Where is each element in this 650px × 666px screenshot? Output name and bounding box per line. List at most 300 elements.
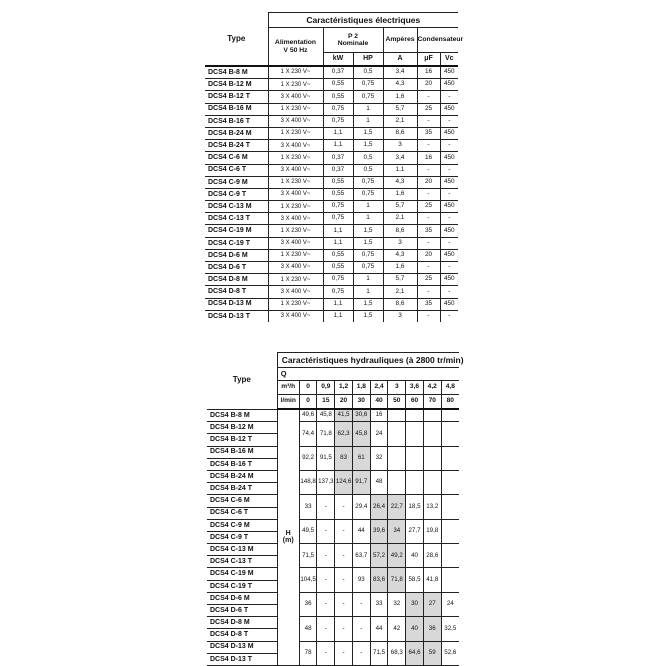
electrical-row xyxy=(205,262,458,274)
alimentation-cell: 1 X 230 V~ xyxy=(268,103,323,115)
electrical-row xyxy=(205,66,458,79)
vc-cell: - xyxy=(440,286,458,298)
head-value-cell: 19,8 xyxy=(423,519,441,543)
m3h-value-cell: 1,8 xyxy=(352,381,370,395)
h-unit-cell xyxy=(277,409,299,665)
uf-cell: 25 xyxy=(417,201,440,213)
vc-cell: 450 xyxy=(440,79,458,91)
amperes-cell: 3,4 xyxy=(383,152,417,164)
hydraulic-row xyxy=(207,641,459,653)
uf-header: μF xyxy=(417,53,440,67)
vc-cell: 450 xyxy=(440,66,458,79)
head-value-cell: 13,2 xyxy=(423,495,441,519)
head-value-cell: 32 xyxy=(370,446,388,470)
m3h-value-cell: 0,9 xyxy=(317,381,335,395)
kw-cell: 0,75 xyxy=(323,213,353,225)
m3h-value-cell: 3,6 xyxy=(406,381,424,395)
alimentation-cell: 1 X 230 V~ xyxy=(268,201,323,213)
hp-cell: 0,75 xyxy=(353,79,383,91)
type-cell: DCS4 B-8 M xyxy=(205,66,268,79)
type-cell: DCS4 C-9 T xyxy=(207,531,277,543)
hp-cell: 1 xyxy=(353,115,383,127)
head-value-cell: 32 xyxy=(388,592,406,616)
head-value-cell: 57,2 xyxy=(370,544,388,568)
head-value-cell: 71,5 xyxy=(299,544,317,568)
type-cell: DCS4 C-13 T xyxy=(207,556,277,568)
head-value-cell: 34 xyxy=(388,519,406,543)
vc-cell: 450 xyxy=(440,249,458,261)
electrical-row xyxy=(205,225,458,237)
hp-cell: 0,75 xyxy=(353,91,383,103)
alimentation-cell: 1 X 230 V~ xyxy=(268,127,323,139)
head-value-cell: - xyxy=(317,519,335,543)
hp-cell: 1,5 xyxy=(353,127,383,139)
type-cell: DCS4 D-8 M xyxy=(205,274,268,286)
hp-cell: 1,5 xyxy=(353,140,383,152)
head-value-cell: 71,8 xyxy=(317,422,335,446)
hp-header: HP xyxy=(353,53,383,67)
head-value-cell: 58,5 xyxy=(406,568,424,592)
electrical-row xyxy=(205,237,458,249)
head-value-cell xyxy=(423,470,441,494)
type-cell: DCS4 B-16 M xyxy=(205,103,268,115)
head-value-cell xyxy=(406,446,424,470)
amperes-cell: 5,7 xyxy=(383,103,417,115)
condensateur-header: Condensateur xyxy=(417,28,458,53)
head-value-cell: - xyxy=(352,592,370,616)
type-cell: DCS4 B-24 T xyxy=(207,483,277,495)
amperes-cell: 8,6 xyxy=(383,225,417,237)
head-value-cell: 71,5 xyxy=(370,641,388,665)
head-value-cell: 33 xyxy=(370,592,388,616)
hydraulic-table-title: Caractéristiques hydrauliques (à 2800 tr/min) xyxy=(277,353,459,368)
hp-cell: 0,75 xyxy=(353,249,383,261)
head-value-cell: - xyxy=(335,568,353,592)
amperes-cell: 5,7 xyxy=(383,201,417,213)
amperes-cell: 4,3 xyxy=(383,249,417,261)
electrical-row xyxy=(205,286,458,298)
alimentation-cell: 1 X 230 V~ xyxy=(268,274,323,286)
kw-cell: 0,37 xyxy=(323,152,353,164)
type-cell: DCS4 D-8 T xyxy=(205,286,268,298)
type-cell: DCS4 B-24 T xyxy=(205,140,268,152)
alimentation-cell: 3 X 400 V~ xyxy=(268,115,323,127)
m3h-value-cell: 4,2 xyxy=(423,381,441,395)
p2-header-line1: P 2 xyxy=(347,32,359,40)
vc-cell: - xyxy=(440,188,458,200)
hp-cell: 1,5 xyxy=(353,298,383,310)
vc-cell: 450 xyxy=(440,225,458,237)
kw-cell: 0,55 xyxy=(323,79,353,91)
type-cell: DCS4 C-19 T xyxy=(207,580,277,592)
amperes-cell: 4,3 xyxy=(383,79,417,91)
vc-cell: 450 xyxy=(440,103,458,115)
hp-cell: 0,5 xyxy=(353,152,383,164)
m3h-value-cell: 4,8 xyxy=(441,381,459,395)
lmin-value-cell: 80 xyxy=(441,395,459,410)
head-value-cell xyxy=(423,422,441,446)
amperes-header: Ampères xyxy=(383,28,417,53)
vc-cell: 450 xyxy=(440,274,458,286)
head-value-cell: - xyxy=(317,641,335,665)
hydraulic-table xyxy=(207,352,464,666)
head-value-cell: 93 xyxy=(352,568,370,592)
amperes-cell: 1,6 xyxy=(383,262,417,274)
kw-cell: 0,55 xyxy=(323,176,353,188)
hydraulic-row xyxy=(207,446,459,458)
head-value-cell xyxy=(441,568,459,592)
type-cell: DCS4 B-16 M xyxy=(207,446,277,458)
electrical-row xyxy=(205,298,458,310)
m3h-value-cell: 2,4 xyxy=(370,381,388,395)
alimentation-header-line1: Alimentation xyxy=(274,39,317,47)
head-value-cell: 91,5 xyxy=(317,446,335,470)
hp-cell: 0,75 xyxy=(353,176,383,188)
vc-cell: 450 xyxy=(440,152,458,164)
vc-cell: - xyxy=(440,91,458,103)
alimentation-header xyxy=(268,28,323,67)
amperes-cell: 3 xyxy=(383,140,417,152)
electrical-row xyxy=(205,201,458,213)
head-value-cell: - xyxy=(317,495,335,519)
kw-header: kW xyxy=(323,53,353,67)
electrical-row xyxy=(205,188,458,200)
type-cell: DCS4 C-6 M xyxy=(205,152,268,164)
vc-cell: - xyxy=(440,115,458,127)
lmin-value-cell: 30 xyxy=(352,395,370,410)
amperes-cell: 1,6 xyxy=(383,188,417,200)
head-value-cell: 27,7 xyxy=(406,519,424,543)
head-value-cell: 39,6 xyxy=(370,519,388,543)
uf-cell: - xyxy=(417,91,440,103)
kw-cell: 0,75 xyxy=(323,201,353,213)
alimentation-cell: 1 X 230 V~ xyxy=(268,66,323,79)
kw-cell: 0,75 xyxy=(323,103,353,115)
vc-cell: 450 xyxy=(440,176,458,188)
kw-cell: 0,75 xyxy=(323,286,353,298)
p2-header-line2: Nominale xyxy=(337,40,369,47)
m3h-value-cell: 0 xyxy=(299,381,317,395)
amperes-cell: 2,1 xyxy=(383,213,417,225)
head-value-cell: 68,3 xyxy=(388,641,406,665)
lmin-label: l/min xyxy=(277,395,299,410)
hydraulic-row xyxy=(207,544,459,556)
kw-cell: 0,75 xyxy=(323,274,353,286)
type-cell: DCS4 C-6 M xyxy=(207,495,277,507)
type-cell: DCS4 D-13 M xyxy=(205,298,268,310)
head-value-cell: - xyxy=(335,641,353,665)
type-cell: DCS4 C-19 T xyxy=(205,237,268,249)
electrical-row xyxy=(205,140,458,152)
electrical-table xyxy=(205,12,464,322)
head-value-cell xyxy=(441,470,459,494)
head-value-cell xyxy=(388,409,406,422)
alimentation-cell: 1 X 230 V~ xyxy=(268,249,323,261)
uf-cell: 20 xyxy=(417,79,440,91)
head-value-cell: 36 xyxy=(299,592,317,616)
lmin-value-cell: 50 xyxy=(388,395,406,410)
type-cell: DCS4 C-9 T xyxy=(205,188,268,200)
type-cell: DCS4 B-12 T xyxy=(207,434,277,446)
alimentation-cell: 3 X 400 V~ xyxy=(268,237,323,249)
head-value-cell: 49,2 xyxy=(388,544,406,568)
type-cell: DCS4 D-6 M xyxy=(205,249,268,261)
alimentation-cell: 3 X 400 V~ xyxy=(268,286,323,298)
m3h-label: m³/h xyxy=(277,381,299,395)
uf-cell: 16 xyxy=(417,66,440,79)
kw-cell: 0,75 xyxy=(323,115,353,127)
electrical-title-row xyxy=(205,13,458,28)
head-value-cell: 44 xyxy=(370,617,388,641)
head-value-cell xyxy=(388,470,406,494)
head-value-cell: - xyxy=(317,592,335,616)
hydraulic-table-body xyxy=(207,409,459,665)
type-cell: DCS4 C-19 M xyxy=(207,568,277,580)
type-cell: DCS4 C-6 T xyxy=(207,507,277,519)
electrical-row xyxy=(205,274,458,286)
type-cell: DCS4 B-12 M xyxy=(205,79,268,91)
head-value-cell: 24 xyxy=(441,592,459,616)
hydraulic-row xyxy=(207,568,459,580)
amperes-cell: 4,3 xyxy=(383,176,417,188)
electrical-row xyxy=(205,213,458,225)
uf-cell: - xyxy=(417,286,440,298)
head-value-cell: - xyxy=(317,544,335,568)
type-cell: DCS4 B-24 M xyxy=(205,127,268,139)
kw-cell: 1,1 xyxy=(323,225,353,237)
type-cell: DCS4 C-13 T xyxy=(205,213,268,225)
uf-cell: 35 xyxy=(417,225,440,237)
head-value-cell: 78 xyxy=(299,641,317,665)
vc-cell: 450 xyxy=(440,201,458,213)
hp-cell: 1 xyxy=(353,286,383,298)
head-value-cell xyxy=(388,446,406,470)
type-cell: DCS4 B-8 M xyxy=(207,409,277,422)
vc-cell: - xyxy=(440,164,458,176)
head-value-cell: 61 xyxy=(352,446,370,470)
q-header: Q xyxy=(277,368,459,381)
type-cell: DCS4 C-13 M xyxy=(207,544,277,556)
hp-cell: 0,75 xyxy=(353,262,383,274)
head-value-cell: 74,4 xyxy=(299,422,317,446)
hydraulic-row xyxy=(207,470,459,482)
kw-cell: 0,37 xyxy=(323,66,353,79)
lmin-value-cell: 0 xyxy=(299,395,317,410)
head-value-cell: 45,8 xyxy=(317,409,335,422)
head-value-cell xyxy=(441,519,459,543)
alimentation-cell: 3 X 400 V~ xyxy=(268,262,323,274)
electrical-row xyxy=(205,152,458,164)
electrical-row xyxy=(205,127,458,139)
head-value-cell: 44 xyxy=(352,519,370,543)
type-cell: DCS4 C-9 M xyxy=(207,519,277,531)
head-value-cell: 49,5 xyxy=(299,519,317,543)
type-cell: DCS4 C-19 M xyxy=(205,225,268,237)
hp-cell: 0,5 xyxy=(353,164,383,176)
alimentation-cell: 3 X 400 V~ xyxy=(268,188,323,200)
head-value-cell: - xyxy=(352,617,370,641)
uf-cell: 20 xyxy=(417,176,440,188)
uf-cell: 25 xyxy=(417,103,440,115)
lmin-value-cell: 15 xyxy=(317,395,335,410)
type-cell: DCS4 D-8 M xyxy=(207,617,277,629)
head-value-cell: 48 xyxy=(299,617,317,641)
hp-cell: 0,5 xyxy=(353,66,383,79)
lmin-value-cell: 70 xyxy=(423,395,441,410)
head-value-cell: - xyxy=(317,568,335,592)
type-cell: DCS4 B-16 T xyxy=(205,115,268,127)
head-value-cell: 40 xyxy=(406,544,424,568)
head-value-cell xyxy=(441,409,459,422)
head-value-cell: 64,6 xyxy=(406,641,424,665)
amperes-cell: 8,6 xyxy=(383,298,417,310)
hp-cell: 1 xyxy=(353,213,383,225)
electrical-type-header: Type xyxy=(205,13,268,67)
kw-cell: 1,1 xyxy=(323,237,353,249)
kw-cell: 0,37 xyxy=(323,164,353,176)
uf-cell: - xyxy=(417,262,440,274)
amperes-cell: 2,1 xyxy=(383,286,417,298)
alimentation-cell: 3 X 400 V~ xyxy=(268,213,323,225)
hydraulic-row xyxy=(207,495,459,507)
head-value-cell: 137,3 xyxy=(317,470,335,494)
alimentation-cell: 1 X 230 V~ xyxy=(268,152,323,164)
uf-cell: 25 xyxy=(417,274,440,286)
uf-cell: - xyxy=(417,115,440,127)
vc-header: Vc xyxy=(440,53,458,67)
head-value-cell xyxy=(406,470,424,494)
head-value-cell: 32,5 xyxy=(441,617,459,641)
uf-cell: - xyxy=(417,164,440,176)
type-cell: DCS4 B-12 T xyxy=(205,91,268,103)
type-cell: DCS4 D-13 T xyxy=(207,653,277,665)
p2-nominale-header xyxy=(323,28,383,53)
electrical-row xyxy=(205,249,458,261)
head-value-cell xyxy=(423,409,441,422)
hydraulic-title-row xyxy=(207,353,459,368)
lmin-value-cell: 40 xyxy=(370,395,388,410)
head-value-cell: 48 xyxy=(370,470,388,494)
hydraulic-row xyxy=(207,519,459,531)
electrical-table-body xyxy=(205,66,458,322)
amperes-cell: 3 xyxy=(383,237,417,249)
type-cell: DCS4 B-12 M xyxy=(207,422,277,434)
vc-cell: - xyxy=(440,213,458,225)
type-cell: DCS4 D-6 T xyxy=(205,262,268,274)
uf-cell: 20 xyxy=(417,249,440,261)
uf-cell: 35 xyxy=(417,298,440,310)
head-value-cell: 104,5 xyxy=(299,568,317,592)
type-cell: DCS4 C-13 M xyxy=(205,201,268,213)
head-value-cell: 52,6 xyxy=(441,641,459,665)
type-cell: DCS4 B-24 M xyxy=(207,470,277,482)
alimentation-cell: 3 X 400 V~ xyxy=(268,310,323,322)
electrical-row xyxy=(205,79,458,91)
electrical-row xyxy=(205,176,458,188)
lmin-value-cell: 60 xyxy=(406,395,424,410)
hydraulic-type-header: Type xyxy=(207,353,277,410)
head-value-cell: 24 xyxy=(370,422,388,446)
head-value-cell xyxy=(406,422,424,446)
hp-cell: 1 xyxy=(353,274,383,286)
uf-cell: 16 xyxy=(417,152,440,164)
kw-cell: 1,1 xyxy=(323,140,353,152)
kw-cell: 1,1 xyxy=(323,310,353,322)
amperes-cell: 2,1 xyxy=(383,115,417,127)
head-value-cell: 33 xyxy=(299,495,317,519)
head-value-cell: 42 xyxy=(388,617,406,641)
type-cell: DCS4 C-6 T xyxy=(205,164,268,176)
uf-cell: 35 xyxy=(417,127,440,139)
amperes-cell: 1,1 xyxy=(383,164,417,176)
head-value-cell: 41,8 xyxy=(423,568,441,592)
head-value-cell: 83 xyxy=(335,446,353,470)
type-cell: DCS4 D-13 T xyxy=(205,310,268,322)
hydraulic-row xyxy=(207,409,459,422)
electrical-row xyxy=(205,310,458,322)
hp-cell: 1,5 xyxy=(353,237,383,249)
uf-cell: - xyxy=(417,237,440,249)
type-cell: DCS4 D-6 M xyxy=(207,592,277,604)
head-value-cell: 92,2 xyxy=(299,446,317,470)
uf-cell: - xyxy=(417,188,440,200)
hp-cell: 1,5 xyxy=(353,310,383,322)
vc-cell: - xyxy=(440,262,458,274)
amperes-cell: 1,6 xyxy=(383,91,417,103)
hp-cell: 1 xyxy=(353,103,383,115)
head-value-cell: 36 xyxy=(423,617,441,641)
type-cell: DCS4 C-9 M xyxy=(205,176,268,188)
alimentation-cell: 1 X 230 V~ xyxy=(268,225,323,237)
kw-cell: 1,1 xyxy=(323,127,353,139)
amperes-cell: 5,7 xyxy=(383,274,417,286)
kw-cell: 0,55 xyxy=(323,262,353,274)
head-value-cell: 49,6 xyxy=(299,409,317,422)
kw-cell: 0,55 xyxy=(323,188,353,200)
a-header: A xyxy=(383,53,417,67)
m3h-value-cell: 3 xyxy=(388,381,406,395)
head-value-cell: 29,4 xyxy=(352,495,370,519)
head-value-cell: 71,8 xyxy=(388,568,406,592)
kw-cell: 0,55 xyxy=(323,249,353,261)
head-value-cell: 18,5 xyxy=(406,495,424,519)
head-value-cell: - xyxy=(335,495,353,519)
head-value-cell: 40 xyxy=(406,617,424,641)
head-value-cell: 45,8 xyxy=(352,422,370,446)
type-cell: DCS4 D-13 M xyxy=(207,641,277,653)
head-value-cell xyxy=(406,409,424,422)
alimentation-cell: 3 X 400 V~ xyxy=(268,140,323,152)
kw-cell: 1,1 xyxy=(323,298,353,310)
hp-cell: 1,5 xyxy=(353,225,383,237)
lmin-value-cell: 20 xyxy=(335,395,353,410)
head-value-cell: 62,3 xyxy=(335,422,353,446)
head-value-cell: 27 xyxy=(423,592,441,616)
alimentation-cell: 3 X 400 V~ xyxy=(268,91,323,103)
head-value-cell: 148,8 xyxy=(299,470,317,494)
electrical-row xyxy=(205,115,458,127)
alimentation-cell: 1 X 230 V~ xyxy=(268,79,323,91)
head-value-cell: 30,6 xyxy=(352,409,370,422)
amperes-cell: 3 xyxy=(383,310,417,322)
head-value-cell: 63,7 xyxy=(352,544,370,568)
head-value-cell: 28,6 xyxy=(423,544,441,568)
head-value-cell xyxy=(441,544,459,568)
uf-cell: - xyxy=(417,140,440,152)
hydraulic-row xyxy=(207,617,459,629)
type-cell: DCS4 D-6 T xyxy=(207,605,277,617)
kw-cell: 0,55 xyxy=(323,91,353,103)
